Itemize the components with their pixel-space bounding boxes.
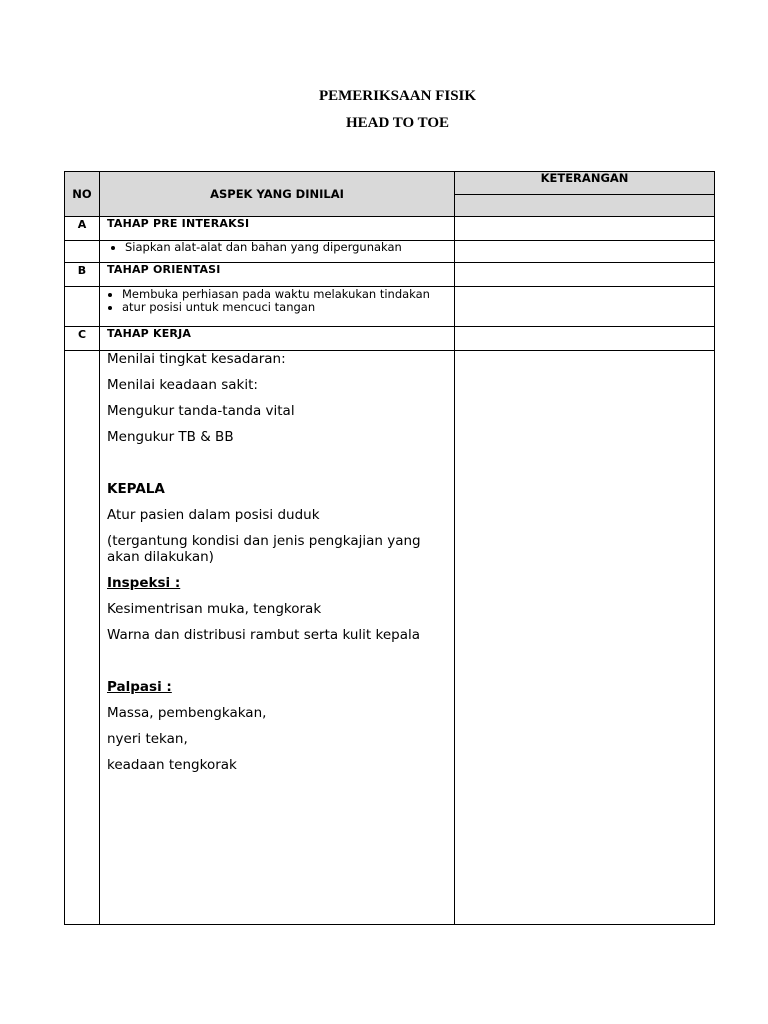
keterangan-subheader [455, 195, 715, 217]
keterangan-cell[interactable] [455, 217, 715, 241]
palpasi-line: Massa, pembengkakan, [107, 705, 267, 721]
item-row [65, 241, 715, 263]
item-row [65, 287, 715, 327]
kerja-content-row [65, 351, 715, 925]
section-row-a [65, 217, 715, 241]
list-item: • Siapkan alat-alat dan bahan yang dipergunakan [125, 241, 454, 253]
kerja-line: Menilai keadaan sakit: [107, 377, 258, 393]
kerja-line: Menilai tingkat kesadaran: [107, 351, 286, 367]
section-row-b [65, 263, 715, 287]
list-item: • atur posisi untuk mencuci tangan [122, 301, 454, 313]
kepala-line: (tergantung kondisi dan jenis pengkajian yang akan dilakukan) [107, 533, 421, 565]
section-row-c [65, 327, 715, 351]
section-label: TAHAP ORIENTASI [100, 263, 455, 287]
keterangan-cell[interactable] [455, 327, 715, 351]
keterangan-cell[interactable] [455, 241, 715, 263]
palpasi-line: nyeri tekan, [107, 731, 188, 747]
column-header-aspek: ASPEK YANG DINILAI [100, 172, 455, 217]
kepala-line: Atur pasien dalam posisi duduk [107, 507, 320, 523]
document-title: PEMERIKSAAN FISIK [318, 88, 477, 104]
kerja-content [100, 351, 455, 925]
keterangan-cell[interactable] [455, 263, 715, 287]
kerja-line: Mengukur tanda-tanda vital [107, 403, 295, 419]
column-header-keterangan: KETERANGAN [455, 172, 715, 195]
list-item: • Membuka perhiasan pada waktu melakukan tindakan [122, 288, 454, 300]
section-no: A [65, 217, 100, 241]
section-no: B [65, 263, 100, 287]
document-subtitle: HEAD TO TOE [345, 115, 450, 131]
keterangan-cell[interactable] [455, 351, 715, 925]
assessment-table [64, 171, 715, 925]
inspeksi-line: Warna dan distribusi rambut serta kulit kepala [107, 627, 421, 643]
inspeksi-line: Kesimentrisan muka, tengkorak [107, 601, 322, 617]
column-header-no: NO [65, 172, 100, 217]
keterangan-cell[interactable] [455, 287, 715, 327]
kepala-heading: KEPALA [107, 481, 165, 497]
palpasi-line: keadaan tengkorak [107, 757, 237, 773]
inspeksi-heading: Inspeksi : [107, 575, 181, 591]
palpasi-heading: Palpasi : [107, 679, 172, 695]
section-label: TAHAP PRE INTERAKSI [100, 217, 455, 241]
kerja-line: Mengukur TB & BB [107, 429, 234, 445]
section-label: TAHAP KERJA [100, 327, 455, 351]
section-no: C [65, 327, 100, 351]
